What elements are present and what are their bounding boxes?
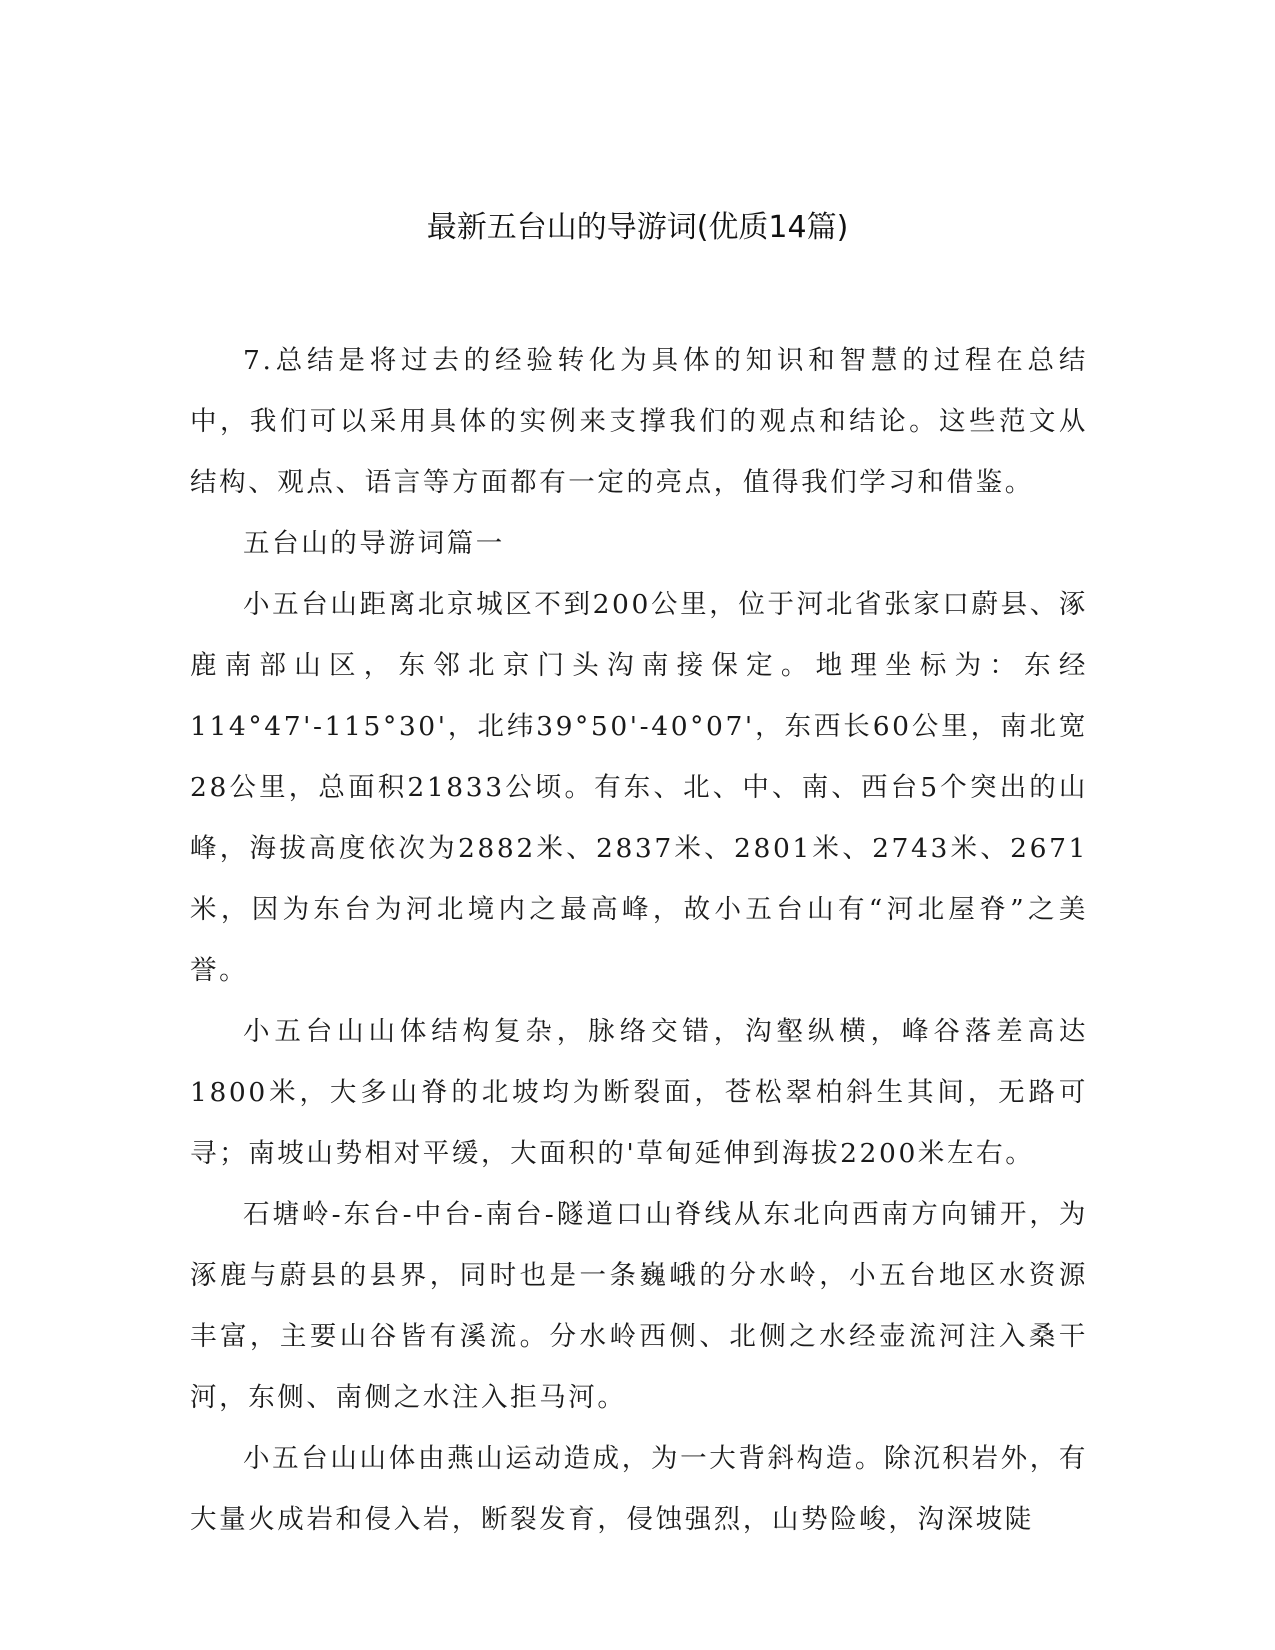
paragraph-structure: 小五台山山体结构复杂，脉络交错，沟壑纵横，峰谷落差高达1800米，大多山脊的北坡均为断裂面，苍松翠柏斜生其间，无路可寻；南坡山势相对平缓，大面积的'草甸延伸到海拔2200米左右。 bbox=[190, 1016, 1088, 1169]
section-heading: 五台山的导游词篇一 bbox=[243, 528, 505, 559]
paragraph-intro: 7.总结是将过去的经验转化为具体的知识和智慧的过程在总结中，我们可以采用具体的实例来支撑我们的观点和结论。这些范文从结构、观点、语言等方面都有一定的亮点，值得我们学习和借鉴。 bbox=[190, 345, 1088, 498]
paragraph-location: 小五台山距离北京城区不到200公里，位于河北省张家口蔚县、涿鹿南部山区，东邻北京门头沟南接保定。地理坐标为：东经114°47'-115°30'，北纬39°50'-40°07'，东西长60公里，南北宽28公里，总面积21833公顷。有东、北、中、南、西台5个突出的山峰，海拔高度依次为2882米、2837米、2801米、2743米、2671米，因为东台为河北境内之最高峰，故小五台山有“河北屋脊”之美誉。 bbox=[190, 589, 1088, 986]
document-body bbox=[190, 330, 1088, 1550]
document-title: 最新五台山的导游词(优质14篇) bbox=[426, 210, 849, 245]
paragraph-watershed: 石塘岭-东台-中台-南台-隧道口山脊线从东北向西南方向铺开，为涿鹿与蔚县的县界，同时也是一条巍峨的分水岭，小五台地区水资源丰富，主要山谷皆有溪流。分水岭西侧、北侧之水经壶流河注入桑干河，东侧、南侧之水注入拒马河。 bbox=[190, 1199, 1088, 1413]
paragraph-geology: 小五台山山体由燕山运动造成，为一大背斜构造。除沉积岩外，有大量火成岩和侵入岩，断裂发育，侵蚀强烈，山势险峻，沟深坡陡 bbox=[190, 1443, 1088, 1535]
